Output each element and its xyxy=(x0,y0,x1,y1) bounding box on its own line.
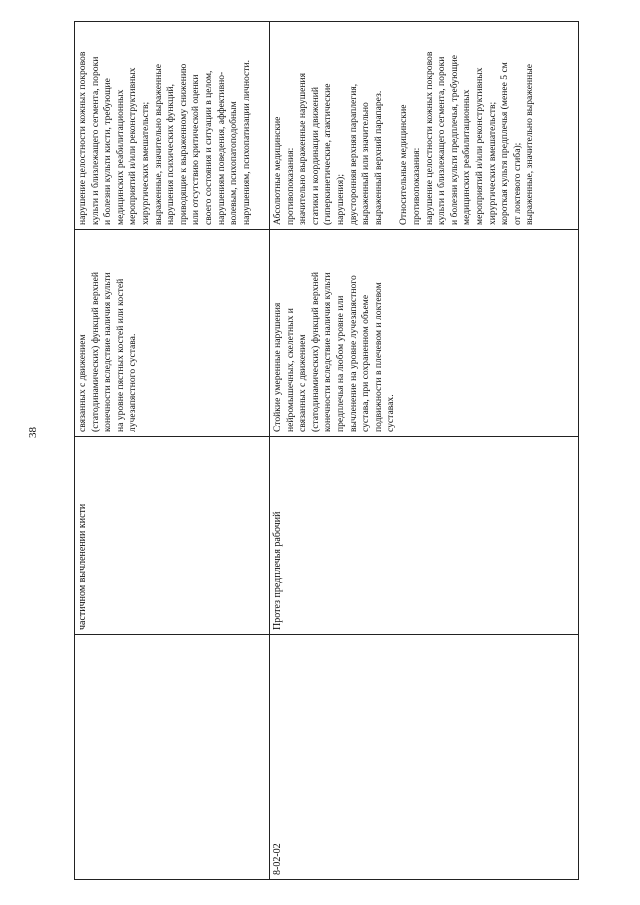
indications-text: Стойкие умеренные нарушения нейромышечных, скелетных и связанных с движением (статодинамических) функций верхней конечности вследствие наличия культи предплечья на любом уровне или вычленение на уровне лучезапястного сустава, при сохраненном объеме подвижности в плечевом и локтевом суставах. xyxy=(272,272,397,432)
relative-contraindications-text: Относительные медицинские противопоказания: нарушение целостности кожных покровов культи и близлежащего сегмента, пороки и болезни культи предплечья, требующие медицинских реабилитационных мероприятий и/или реконструктивных хирургических вмешательств; короткая культя предплечья (менее 5 см от локтевого сгиба); выраженные, значительно выраженные xyxy=(398,51,536,225)
device-name: частичном вычленении кисти xyxy=(77,503,88,630)
document-scan xyxy=(74,22,578,880)
table-cell-name xyxy=(270,437,579,635)
table-cell-indications xyxy=(270,230,579,437)
device-name: Протез предплечья рабочий xyxy=(272,511,283,630)
device-table xyxy=(74,21,579,880)
table-cell-contraindications xyxy=(270,22,579,230)
indications-text: связанных с движением (статодинамических) функций верхней конечности вследствие наличия культи на уровне пястных костей или костей лучезапястного сустава. xyxy=(77,272,139,432)
table-row xyxy=(75,22,270,880)
contraindications-text: нарушение целостности кожных покровов культи и близлежащего сегмента, пороки и болезни культи кисти, требующие медицинских реабилитационных мероприятий и/или реконструктивных хирургических вмешательств; выраженные, значительно выраженные нарушения психических функций, приводящие к выраженному снижению или отсутствию критической оценки своего состояния и ситуации в целом, нарушениям поведения, аффективно- волевым, психопатоподобным нарушениям, психопатизации личности. xyxy=(77,51,252,225)
absolute-contraindications-text: Абсолютные медицинские противопоказания: значительно выраженные нарушения статики и координации движений (гиперкинетические, атактические нарушения); двусторонняя верхняя параплегия, выраженный или значительно выраженный верхний парапарез. xyxy=(272,72,384,225)
rotated-page xyxy=(74,22,578,880)
table-cell-contraindications xyxy=(75,22,270,230)
table-cell-name xyxy=(75,437,270,635)
table-cell-code xyxy=(270,635,579,880)
device-code: 8-02-02 xyxy=(272,843,283,875)
table-row xyxy=(270,22,579,880)
table-cell-code xyxy=(75,635,270,880)
page-number: 38 xyxy=(27,427,39,438)
table-cell-indications xyxy=(75,230,270,437)
